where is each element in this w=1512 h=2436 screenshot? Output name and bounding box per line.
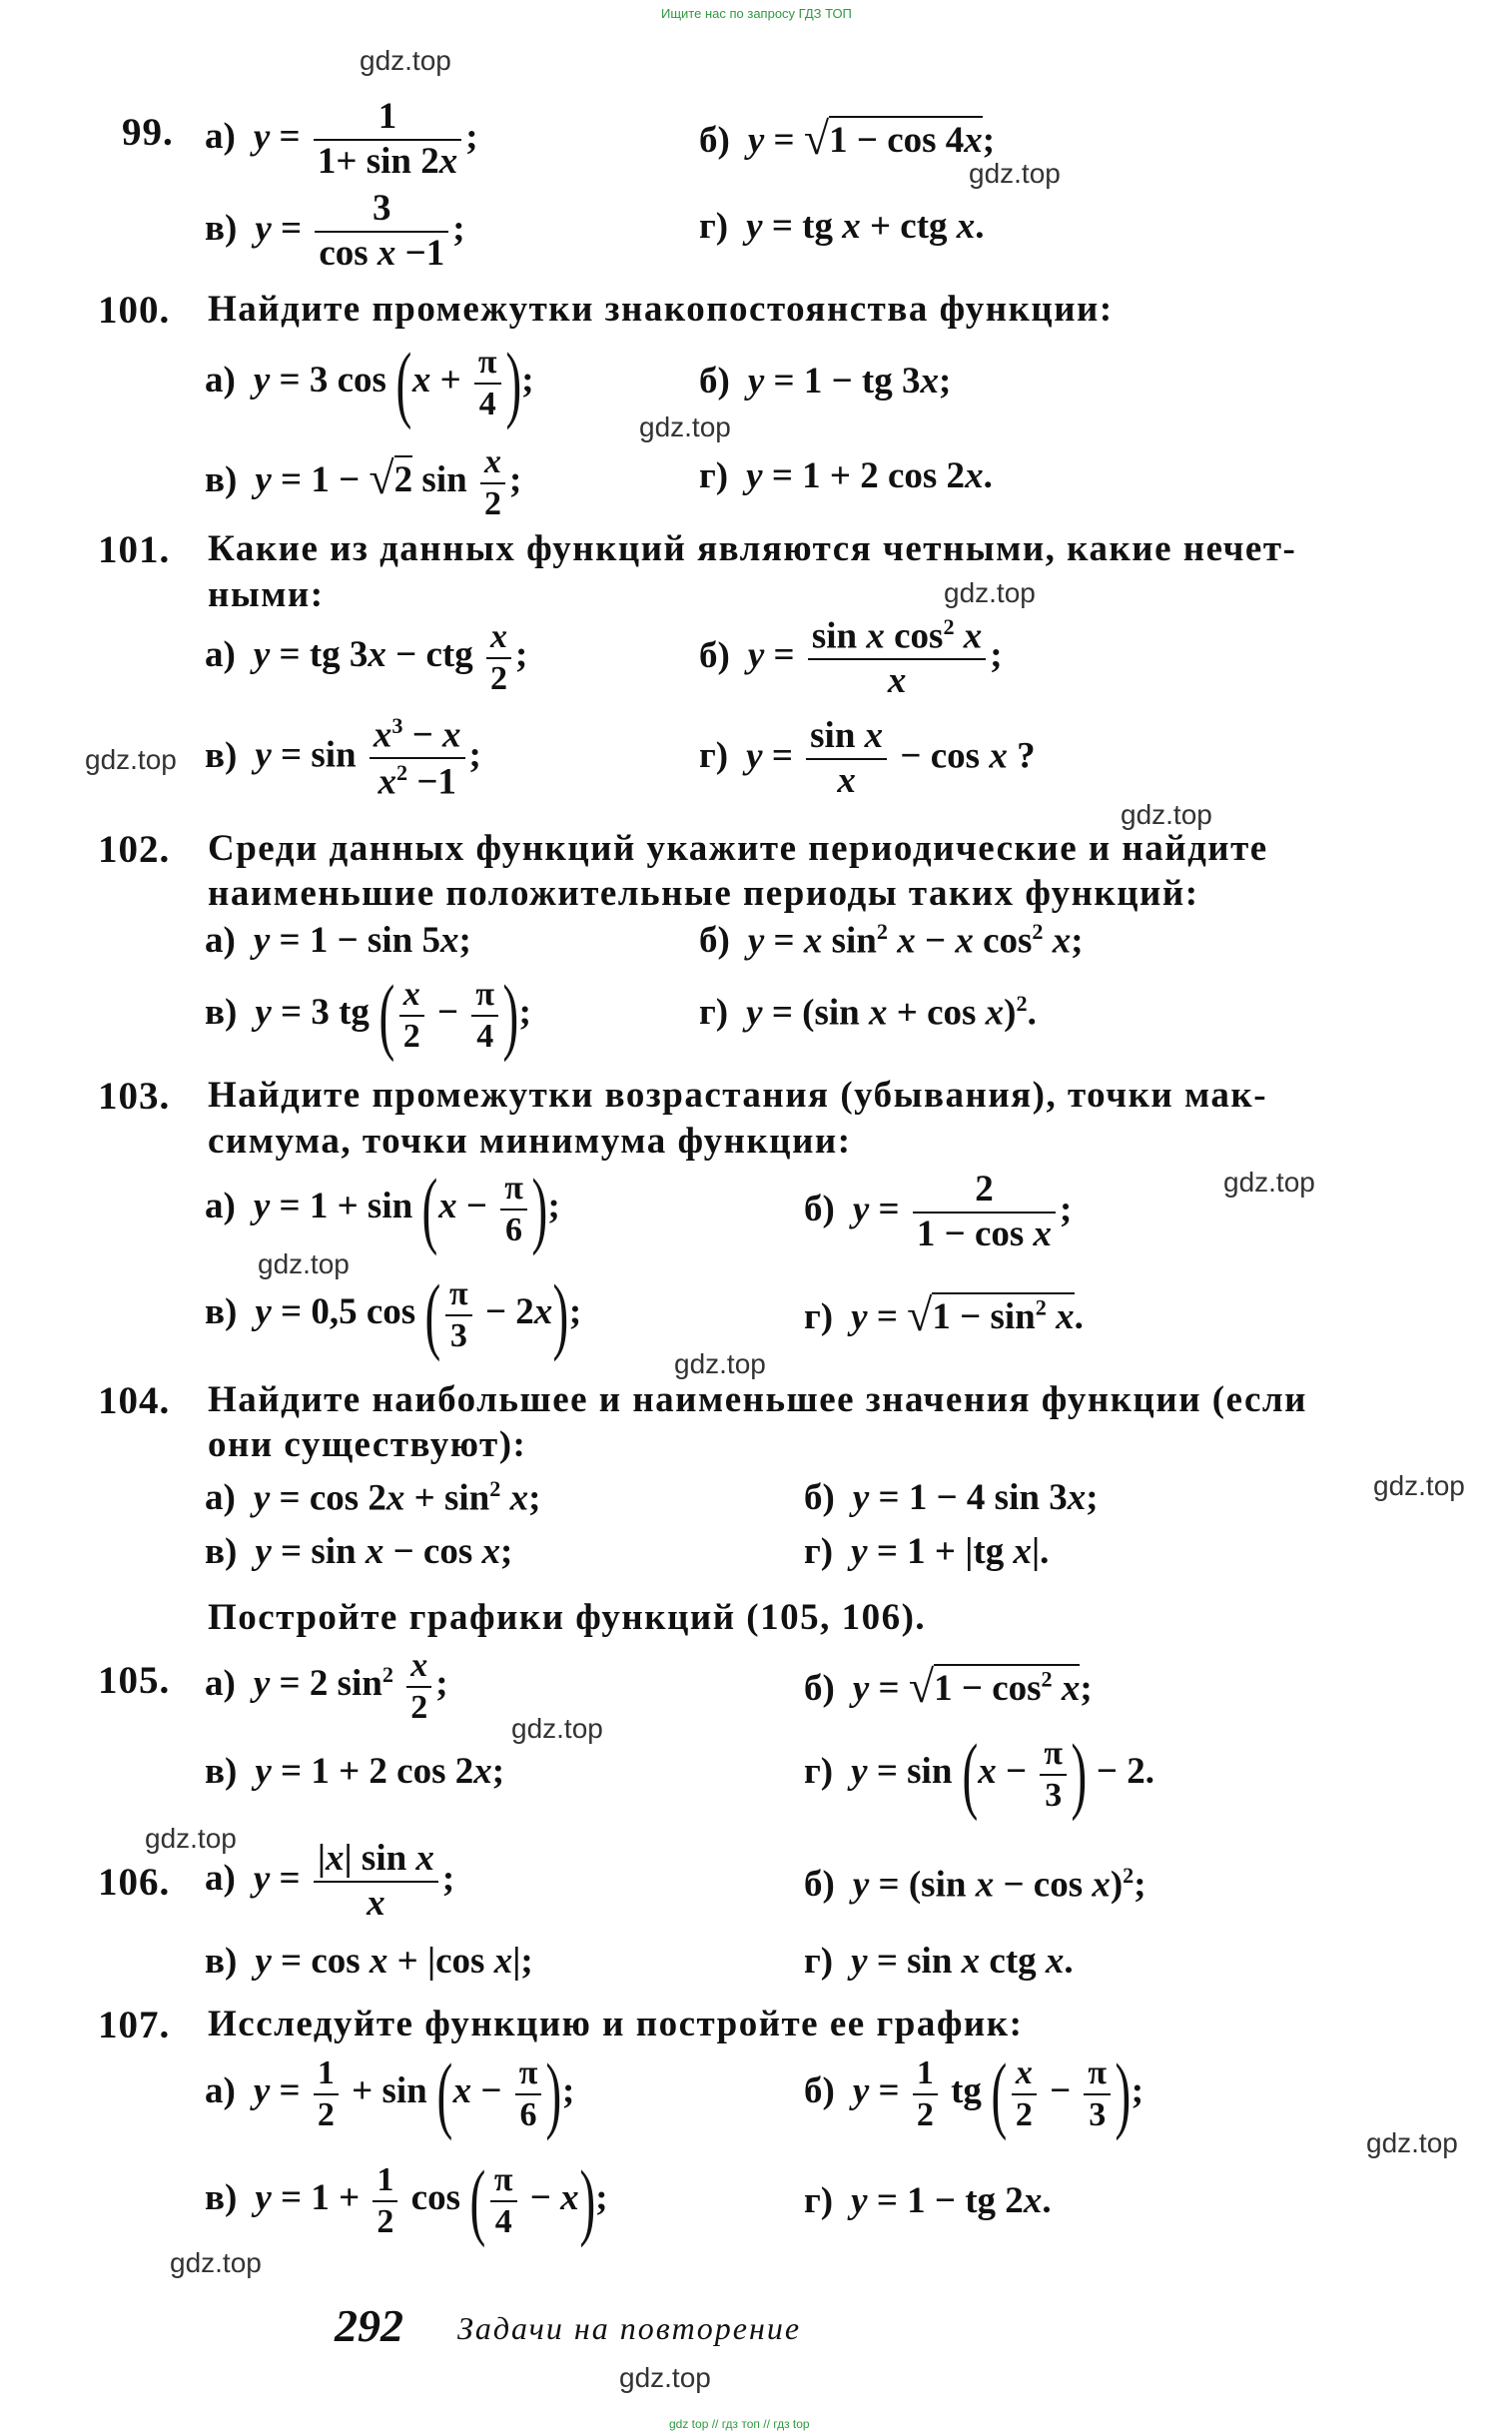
- formula-item: г) y = sin x ctg x.: [804, 1941, 1074, 1982]
- formula-item: а) y = 3 cos (x + $\frac{\pi}{4}$ );: [205, 335, 534, 431]
- bottom-note: gdz top // гдз топ // гдз top: [669, 2417, 810, 2431]
- problem-text: Найдите промежутки знакопостоянства функции:: [208, 289, 1114, 330]
- formula-item: а) y = $\frac{1}{2}$ + sin (x − $\frac{\pi}{6}$ );: [205, 2045, 575, 2142]
- formula-item: б) y = (sin x − cos x)$^2$;: [804, 1863, 1146, 1906]
- watermark: gdz.top: [1223, 1167, 1315, 1198]
- page-number: 292: [335, 2300, 403, 2351]
- formula-item: в) y = sin x − cos x;: [205, 1531, 513, 1572]
- running-footer: Задачи на повторение: [457, 2310, 802, 2346]
- watermark: gdz.top: [511, 1713, 603, 1744]
- formula-item: в) y = 1 + 2 cos 2x;: [205, 1751, 505, 1792]
- formula-item: б) y = 1 − 4 sin 3x;: [804, 1477, 1099, 1518]
- problem-text: симума, точки минимума функции:: [208, 1121, 852, 1162]
- problem-text: Найдите промежутки возрастания (убывания), точки мак-: [208, 1075, 1268, 1116]
- formula-item: в) y = $\frac{3}{\text{cos x −1}}$ ;: [205, 188, 465, 274]
- formula-item: а) $y = \cos 2x + \sin^2 x$;: [205, 1476, 541, 1519]
- watermark: gdz.top: [170, 2247, 262, 2278]
- problem-number: 105.: [98, 1659, 171, 1702]
- problem-text: Среди данных функций укажите периодические и найдите: [208, 828, 1268, 869]
- formula-item: в) y = 3 tg ( $\frac{x}{2}$ − $\frac{\pi}{4}$ );: [205, 967, 531, 1064]
- formula-item: а) y = $\frac{\text{|x| sin x}}{x}$ ;: [205, 1838, 455, 1924]
- problem-number: 107.: [98, 2004, 171, 2046]
- problem-number: 106.: [98, 1861, 171, 1904]
- watermark: gdz.top: [619, 2362, 711, 2393]
- formula-item: г) y = 1 − tg 2x.: [804, 2180, 1052, 2221]
- formula-item: в) y = 0,5 cos ( $\frac{\pi}{3}$ − 2x);: [205, 1266, 582, 1363]
- watermark: gdz.top: [145, 1823, 237, 1854]
- formula-item: г) y = sin (x − $\frac{\pi}{3}$ ) − 2.: [804, 1726, 1155, 1823]
- problem-text: Какие из данных функций являются четными, какие нечет-: [208, 528, 1297, 569]
- problem-number: 101.: [98, 528, 171, 571]
- watermark: gdz.top: [969, 158, 1061, 189]
- formula-item: б) y = x $\sin^2 x - x$ $\cos^2 x$;: [699, 919, 1084, 962]
- formula-item: б) y = $\frac{\sin x \cos^2 x}{x}$ ;: [699, 614, 1003, 702]
- problem-number: 103.: [98, 1075, 171, 1118]
- formula-item: г) y = 1 + 2 cos 2x.: [699, 455, 993, 496]
- watermark: gdz.top: [258, 1248, 350, 1279]
- problem-text: Исследуйте функцию и постройте ее график:: [208, 2004, 1024, 2044]
- problem-text: они существуют):: [208, 1424, 527, 1465]
- problem-text: наименьшие положительные периоды таких функций:: [208, 873, 1199, 914]
- formula-item: а) y = 2 $\sin^2$ $\frac{x}{2}$ ;: [205, 1647, 448, 1726]
- formula-item: а) y = $\frac{1}{1+ \sin 2x}$ ;: [205, 96, 478, 182]
- formula-item: а) y = 1 + sin (x − $\frac{\pi}{6}$ );: [205, 1161, 560, 1257]
- formula-item: г) y = tg x + ctg x.: [699, 206, 985, 247]
- watermark: gdz.top: [360, 45, 451, 76]
- formula-item: б) y = √1 − cos 4x;: [699, 113, 996, 164]
- problem-number: 99.: [122, 111, 174, 154]
- formula-item: г) y = 1 + |tg x|.: [804, 1531, 1050, 1572]
- formula-item: в) y = 1 − √2 sin $\frac{x}{2}$ ;: [205, 443, 522, 522]
- formula-item: б) y = 1 − tg 3x;: [699, 361, 952, 402]
- watermark: gdz.top: [1121, 799, 1212, 830]
- formula-item: а) y = 1 − sin 5x;: [205, 920, 471, 961]
- problem-text: ными:: [208, 574, 325, 615]
- formula-item: б) $y = √1 - \cos^2 x$;: [804, 1661, 1093, 1712]
- formula-item: б) y = $\frac{1}{2}$ tg ( $\frac{x}{2}$ − $\frac{\pi}{3}$ );: [804, 2045, 1144, 2142]
- watermark: gdz.top: [944, 577, 1036, 608]
- watermark: gdz.top: [1373, 1470, 1465, 1501]
- section-intro: Постройте графики функций (105, 106).: [208, 1597, 927, 1638]
- formula-item: г) y = (sin x + cos x)$^2$.: [699, 991, 1037, 1034]
- formula-item: в) y = sin $\frac{x^3 - x}{x^2 -1}$ ;: [205, 713, 481, 803]
- problem-number: 104.: [98, 1379, 171, 1422]
- problem-text: Найдите наибольшее и наименьшее значения функции (если: [208, 1379, 1307, 1420]
- formula-item: в) y = 1 + $\frac{1}{2}$ cos ( $\frac{\pi}{4}$ − x);: [205, 2152, 608, 2249]
- problem-number: 100.: [98, 289, 171, 332]
- formula-item: в) y = cos x + |cos x|;: [205, 1941, 533, 1982]
- watermark: gdz.top: [674, 1348, 766, 1379]
- formula-item: г) $y = √1 - \sin^2 x$.: [804, 1289, 1084, 1340]
- top-note: Ищите нас по запросу ГДЗ ТОП: [661, 6, 852, 21]
- formula-item: б) y = $\frac{2}{\text{1 − cos x}}$ ;: [804, 1169, 1073, 1254]
- formula-item: г) y = $\frac{\text{sin x}}{x}$ − cos x ?: [699, 715, 1036, 801]
- watermark: gdz.top: [639, 411, 731, 442]
- problem-number: 102.: [98, 828, 171, 871]
- watermark: gdz.top: [1366, 2127, 1458, 2158]
- watermark: gdz.top: [85, 744, 177, 775]
- formula-item: а) y = tg 3x − ctg $\frac{x}{2}$ ;: [205, 618, 528, 697]
